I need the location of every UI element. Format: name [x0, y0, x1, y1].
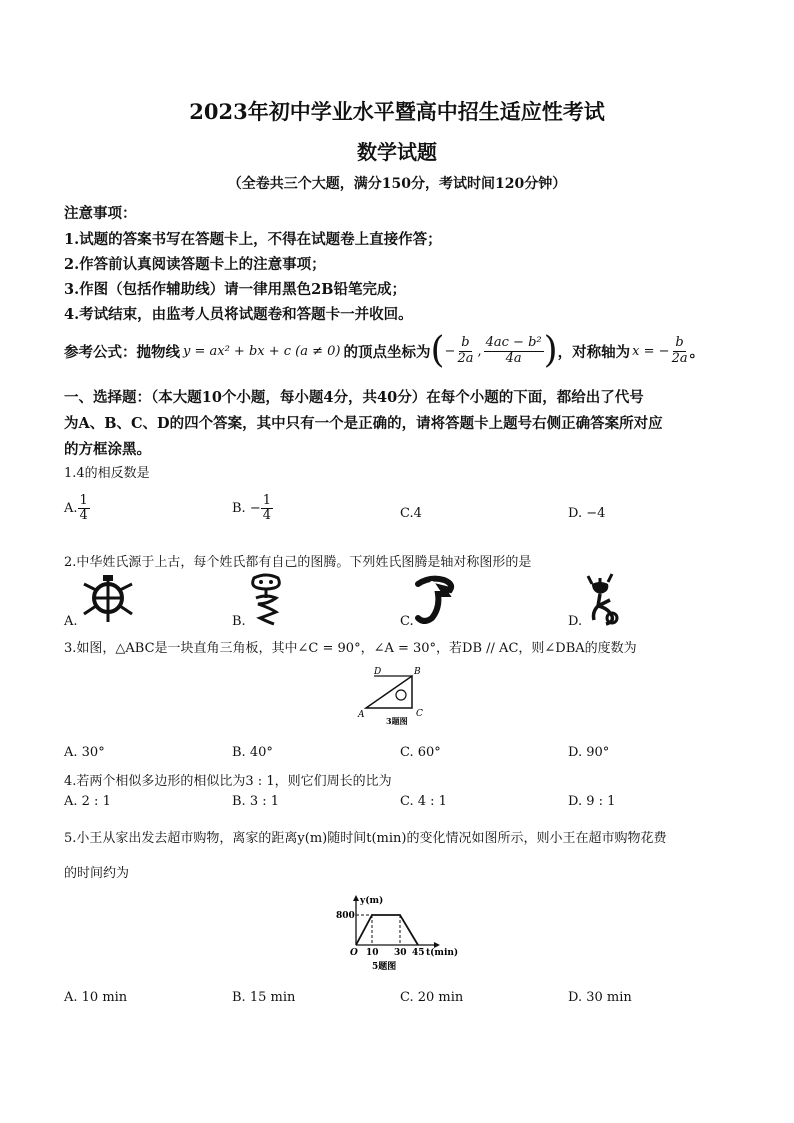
q5-option-a: A. 10 min [64, 990, 128, 1005]
section1-line: 的方框涂黑。 [64, 441, 151, 458]
q5-option-d: D. 30 min [568, 990, 632, 1005]
q2-option-b: B. [232, 614, 246, 629]
q5-fig-caption: 5题图 [372, 962, 397, 972]
exam-note: （全卷共三个大题，满分150分，考试时间120分钟） [227, 176, 567, 192]
q3-option-c: C. 60° [400, 745, 441, 760]
q1-option-a: A. $\frac{1}{4}$ [64, 493, 88, 524]
label-d: D [374, 667, 382, 677]
y-axis-label: y(m) [360, 896, 384, 906]
x-axis-label: t(min) [426, 948, 459, 958]
q4-stem: 4.若两个相似多边形的相似比为3 : 1，则它们周长的比为 [64, 774, 392, 789]
formula-mid: 的顶点坐标为 [343, 343, 431, 361]
q1-option-d: D. −4 [568, 506, 606, 521]
q3-option-d: D. 90° [568, 745, 610, 760]
axis-lhs: x = − [632, 343, 670, 359]
notice-item: 1.试题的答案书写在答题卡上，不得在试题卷上直接作答； [64, 231, 442, 248]
axis-fraction: $\frac{b}{2a}$ [671, 335, 688, 366]
label-c: C [416, 709, 423, 719]
q4-option-b: B. 3 : 1 [232, 794, 280, 809]
q5-stem-line1: 5.小王从家出发去超市购物，离家的距离y(m)随时间t(min)的变化情况如图所示，则小王在超市购物花费 [64, 831, 667, 846]
notice-item: 4.考试结束，由监考人员将试题卷和答题卡一并收回。 [64, 306, 413, 323]
parabola-equation: y = ax² + bx + c (a ≠ 0) [183, 343, 341, 359]
formula-lead: 参考公式：抛物线 [64, 343, 180, 361]
formula-end: 。 [689, 343, 705, 361]
x-tick-label: 10 [366, 948, 379, 958]
notice-heading: 注意事项： [64, 205, 137, 222]
right-paren: ) [543, 330, 558, 371]
q1-option-c: C.4 [400, 506, 422, 521]
notice-item: 3.作图（包括作辅助线）请一律用黑色2B铅笔完成； [64, 281, 406, 298]
q1-stem: 1.4的相反数是 [64, 466, 150, 481]
q2-option-a: A. [64, 614, 78, 629]
section1-line: 一、选择题：（本大题10个小题，每小题4分，共40分）在每个小题的下面，都给出了代号 [64, 389, 644, 406]
q3-figure [356, 664, 436, 728]
q5-option-c: C. 20 min [400, 990, 464, 1005]
totem-b-icon [246, 572, 286, 626]
x-tick-label: 45 [412, 948, 425, 958]
totem-c-icon [412, 574, 456, 624]
q3-stem: 3.如图，△ABC是一块直角三角板，其中∠C = 90°，∠A = 30°，若DB // AC，则∠DBA的度数为 [64, 641, 637, 656]
origin-label: O [350, 948, 358, 958]
q4-option-c: C. 4 : 1 [400, 794, 447, 809]
q3-fig-caption: 3题图 [386, 716, 408, 726]
totem-d-icon [582, 572, 622, 626]
exam-title: 2023年初中学业水平暨高中招生适应性考试 [189, 99, 605, 124]
left-paren: ( [430, 330, 445, 371]
label-a: A [358, 710, 365, 720]
totem-a-icon [80, 574, 136, 624]
subject-title: 数学试题 [357, 140, 437, 164]
q5-graph [330, 893, 460, 975]
q5-option-b: B. 15 min [232, 990, 296, 1005]
vertex-y-fraction: $\frac{\text{4ac − b²}}{4a}$ [485, 335, 542, 366]
formula-axis-text: ，对称轴为 [557, 343, 631, 361]
x-tick-label: 30 [394, 948, 407, 958]
vertex-x-fraction: $\frac{b}{2a}$ [457, 335, 474, 366]
label-b: B [414, 667, 421, 677]
notice-item: 2.作答前认真阅读答题卡上的注意事项； [64, 256, 326, 273]
q3-option-a: A. 30° [64, 745, 105, 760]
q3-option-b: B. 40° [232, 745, 273, 760]
q2-option-d: D. [568, 614, 583, 629]
section1-line: 为A、B、C、D的四个答案，其中只有一个是正确的，请将答题卡上题号右侧正确答案所对应 [64, 415, 663, 432]
reference-formula: 参考公式：抛物线 y = ax² + bx + c (a ≠ 0) 的顶点坐标为 ( − $\frac{b}{2a}$ , $\frac{\text{4ac − b²}}{4a}$ ) ，对称轴为 x = − $\frac{b}{2a}$ 。 [64, 330, 705, 371]
y-tick-label: 800 [336, 911, 355, 921]
q1-option-b: B. − $\frac{1}{4}$ [232, 493, 271, 524]
q2-option-c: C. [400, 614, 414, 629]
q4-option-d: D. 9 : 1 [568, 794, 616, 809]
q4-option-a: A. 2 : 1 [64, 794, 111, 809]
q2-stem: 2.中华姓氏源于上古，每个姓氏都有自己的图腾。下列姓氏图腾是轴对称图形的是 [64, 555, 532, 570]
q5-stem-line2: 的时间约为 [64, 866, 130, 881]
